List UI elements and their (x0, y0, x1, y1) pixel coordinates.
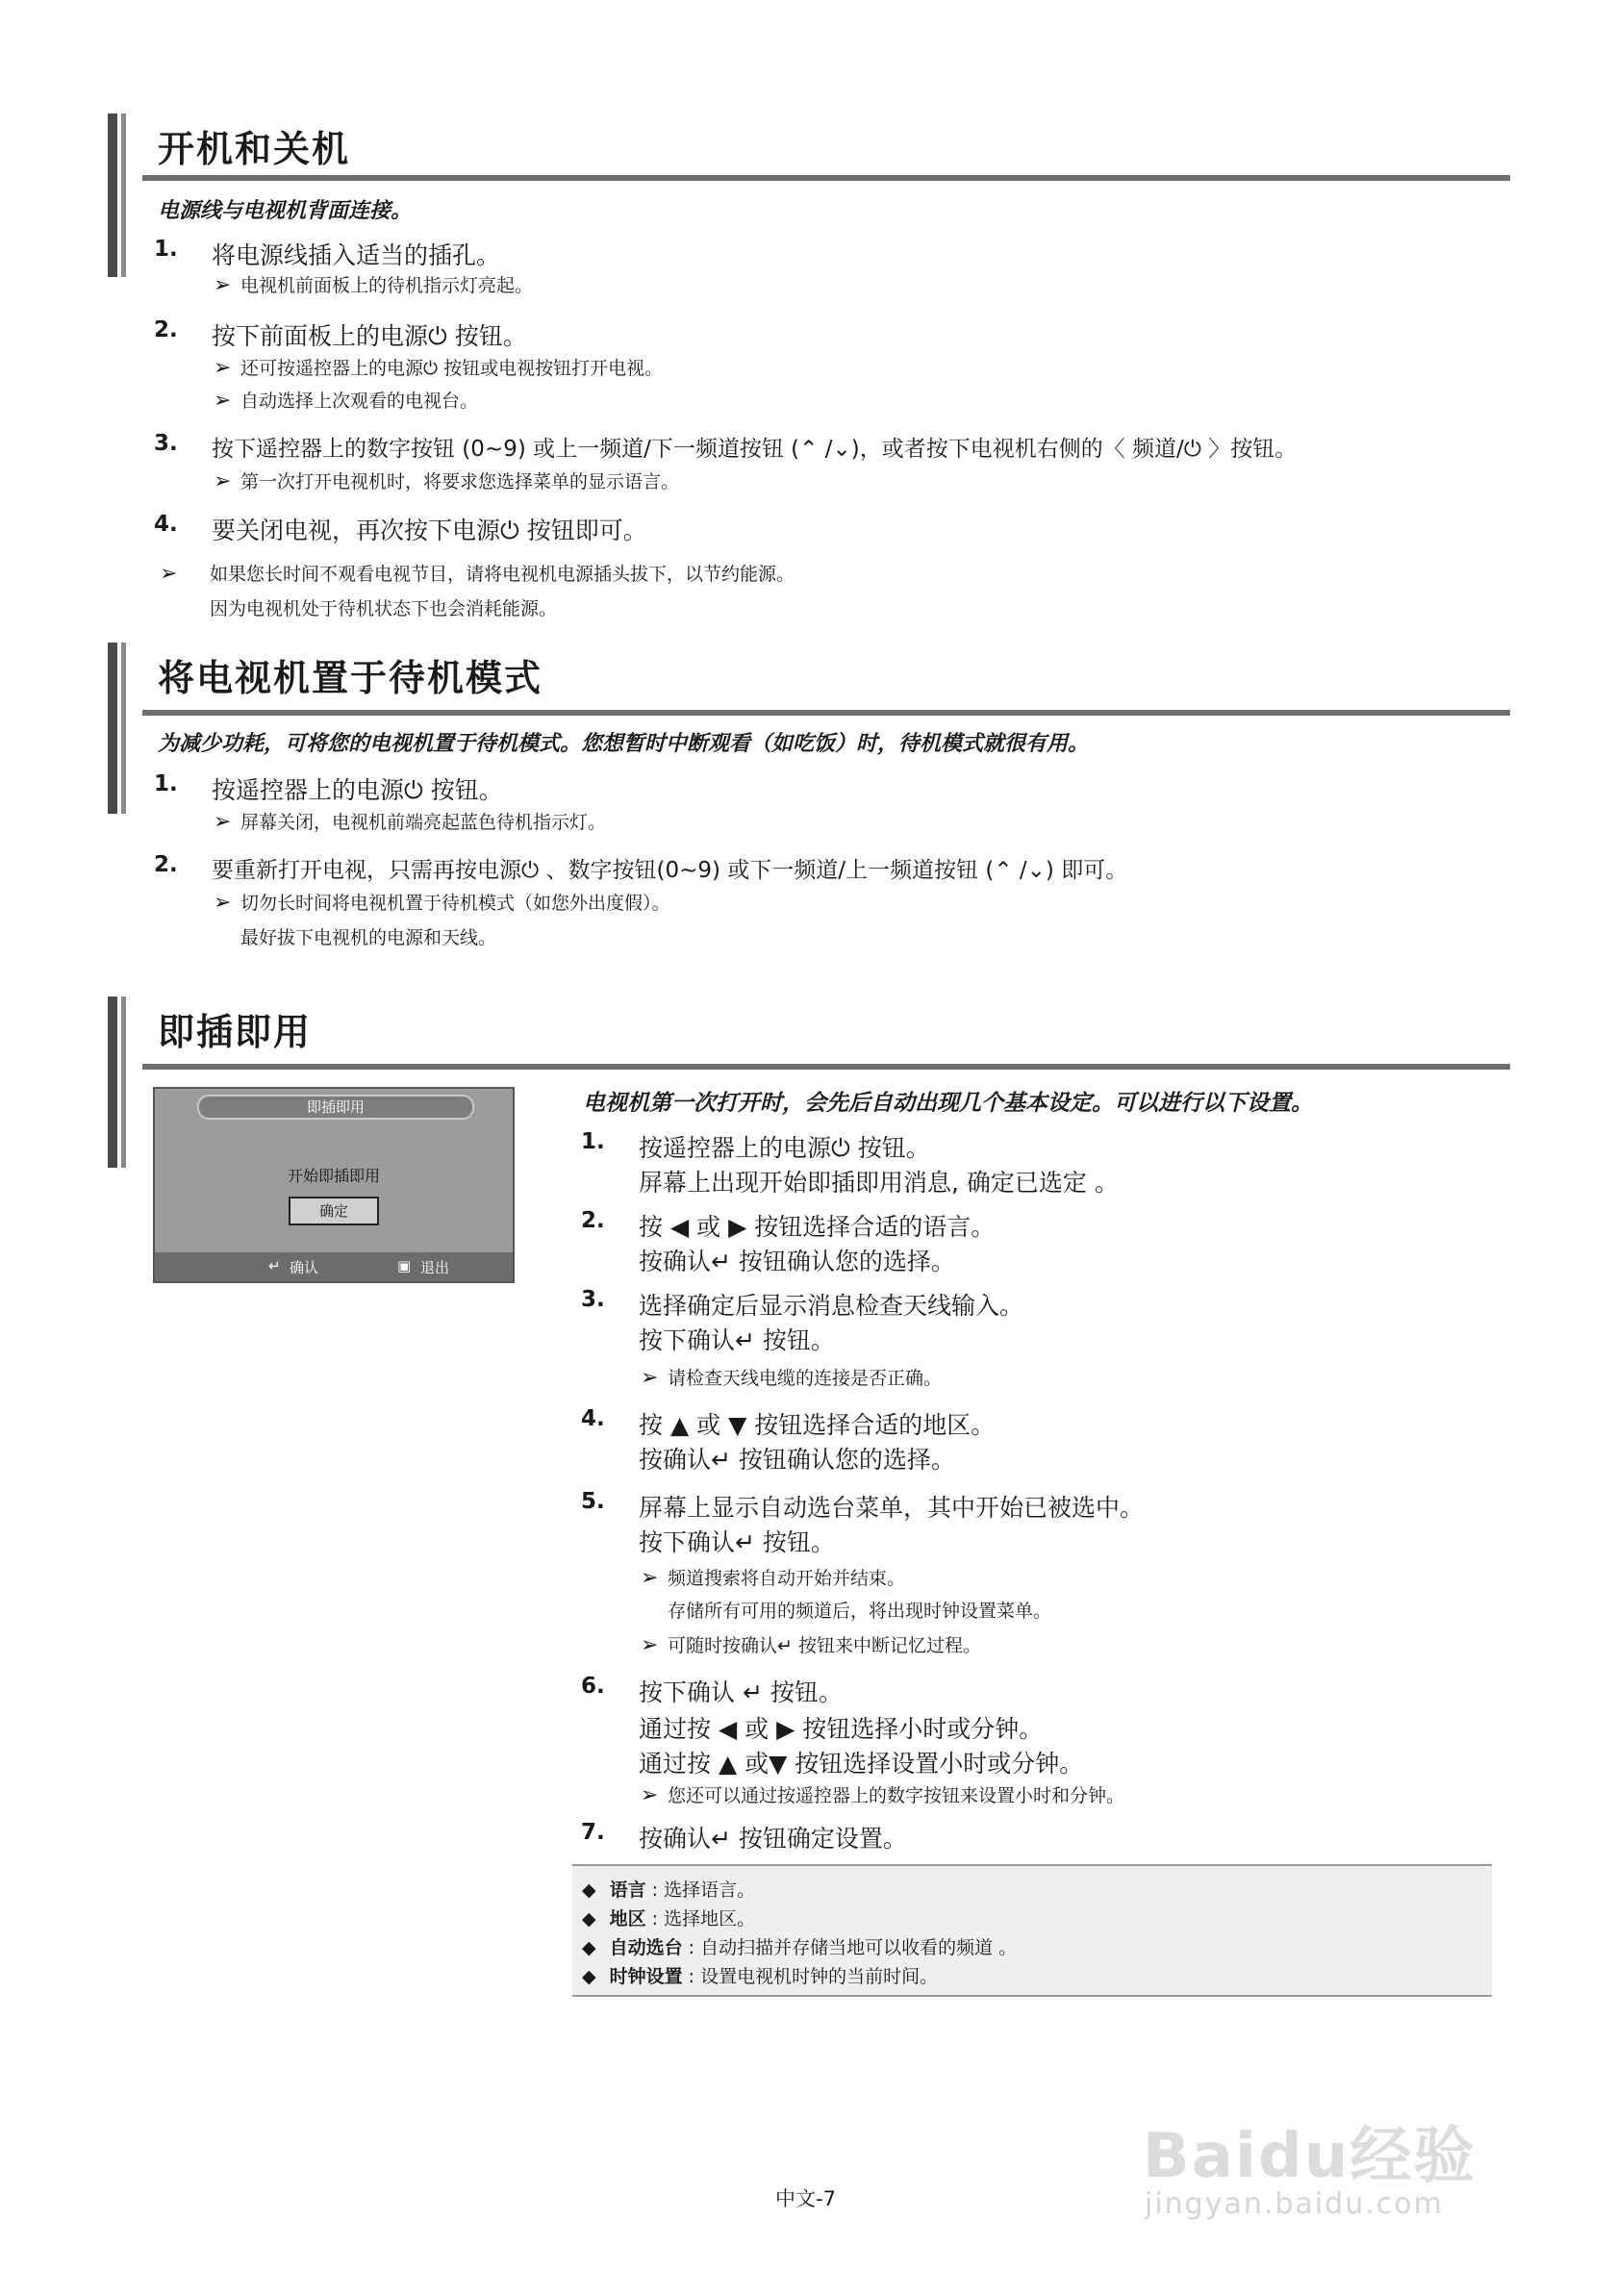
section-rule (142, 175, 1510, 181)
section-title: 开机和关机 (158, 128, 351, 170)
arrow-icon: ➢ (214, 891, 232, 915)
section-title: 即插即用 (158, 1011, 313, 1053)
step-number: 1. (581, 1129, 605, 1154)
section-rule (142, 1064, 1510, 1070)
step-text: 按确认↵ 按钮确认您的选择。 (639, 1248, 955, 1275)
step-text: 通过按 ◀ 或 ▶ 按钮选择小时或分钟。 (639, 1715, 1044, 1743)
step-text: 按 ▲ 或 ▼ 按钮选择合适的地区。 (639, 1411, 996, 1439)
step-text: 按遥控器上的电源⏻ 按钮。 (639, 1134, 930, 1162)
arrow-icon: ➢ (214, 469, 232, 493)
arrow-icon: ➢ (214, 273, 232, 297)
menu-icon: ▣ (397, 1257, 412, 1274)
step-text: 按遥控器上的电源⏻ 按钮。 (212, 776, 503, 804)
step-text: 屏幕上出现开始即插即用消息, 确定已选定 。 (639, 1169, 1119, 1197)
arrow-icon: ➢ (641, 1566, 659, 1590)
page-number: 中文-7 (775, 2187, 836, 2210)
note: ➢ 还可按遥控器上的电源⏻ 按钮或电视按钮打开电视。 (214, 356, 664, 380)
osd-ok-button: 确定 (289, 1197, 379, 1225)
section-bar (108, 114, 117, 277)
step-text: 通过按 ▲ 或▼ 按钮选择设置小时或分钟。 (639, 1750, 1084, 1778)
note: ➢ 可随时按确认↵ 按钮来中断记忆过程。 (641, 1633, 981, 1657)
step-text: 要关闭电视，再次按下电源⏻ 按钮即可。 (212, 517, 647, 544)
step-text: 按确认↵ 按钮确定设置。 (639, 1825, 907, 1853)
tip: 因为电视机处于待机状态下也会消耗能源。 (210, 598, 558, 619)
note: ➢ 电视机前面板上的待机指示灯亮起。 (214, 273, 534, 297)
step-text: 要重新打开电视，只需再按电源⏻ 、数字按钮(0~9) 或下一频道/上一频道按钮 (⌃ /⌄) 即可。 (212, 858, 1128, 883)
osd-footer (155, 1252, 513, 1281)
osd-title: 即插即用 (197, 1095, 474, 1120)
step-number: 7. (581, 1820, 605, 1845)
note: 存储所有可用的频道后，将出现时钟设置菜单。 (668, 1601, 1052, 1622)
osd-message: 开始即插即用 (287, 1167, 380, 1185)
step-number: 5. (581, 1489, 605, 1514)
tip: ➢ 如果您长时间不观看电视节目，请将电视机电源插头拔下，以节约能源。 (160, 562, 795, 586)
list-item: ◆ 时钟设置 : 设置电视机时钟的当前时间。 (582, 1966, 939, 1987)
watermark-logo: Baidu经验 (1143, 2121, 1477, 2192)
osd-screenshot (153, 1087, 515, 1283)
step-text: 按下确认↵ 按钮。 (639, 1528, 835, 1556)
step-number: 1. (154, 771, 178, 796)
arrow-icon: ➢ (160, 562, 178, 586)
step-text: 将电源线插入适当的插孔。 (212, 241, 501, 269)
section-bar (121, 643, 126, 814)
step-number: 3. (581, 1287, 605, 1312)
arrow-icon: ➢ (214, 356, 232, 380)
arrow-icon: ➢ (641, 1366, 659, 1390)
step-number: 6. (581, 1674, 605, 1699)
list-item: ◆ 地区 : 选择地区。 (582, 1908, 756, 1930)
arrow-icon: ➢ (641, 1783, 659, 1807)
bullet-icon: ◆ (582, 1966, 596, 1987)
osd-exit-label: 退出 (420, 1259, 450, 1276)
osd-confirm-label: 确认 (290, 1259, 319, 1276)
note: ➢ 切勿长时间将电视机置于待机模式（如您外出度假）。 (214, 891, 670, 915)
step-number: 2. (581, 1208, 605, 1233)
bullet-icon: ◆ (582, 1908, 596, 1930)
step-text: 按下前面板上的电源⏻ 按钮。 (212, 322, 527, 350)
step-text: 按下确认 ↵ 按钮。 (639, 1678, 843, 1706)
step-text: 按 ◀ 或 ▶ 按钮选择合适的语言。 (639, 1213, 996, 1241)
step-number: 3. (154, 431, 178, 456)
step-text: 按确认↵ 按钮确认您的选择。 (639, 1446, 955, 1474)
step-number: 1. (154, 237, 178, 262)
section-intro: 为减少功耗，可将您的电视机置于待机模式。您想暂时中断观看（如吃饭）时，待机模式就很有用。 (158, 732, 1090, 756)
step-text: 屏幕上显示自动选台菜单，其中开始已被选中。 (639, 1494, 1145, 1522)
note: ➢ 第一次打开电视机时，将要求您选择菜单的显示语言。 (214, 469, 680, 493)
arrow-icon: ➢ (641, 1633, 659, 1657)
note: ➢ 您还可以通过按遥控器上的数字按钮来设置小时和分钟。 (641, 1783, 1125, 1807)
watermark-url: jingyan.baidu.com (1145, 2187, 1444, 2221)
step-number: 2. (154, 317, 178, 342)
arrow-icon: ➢ (214, 389, 232, 413)
note: 最好拔下电视机的电源和天线。 (240, 927, 497, 948)
section-rule (142, 710, 1510, 716)
bullet-icon: ◆ (582, 1880, 596, 1901)
step-number: 4. (154, 512, 178, 537)
section-title: 将电视机置于待机模式 (158, 657, 543, 699)
section-bar (121, 114, 126, 277)
list-item: ◆ 语言 : 选择语言。 (582, 1880, 756, 1901)
section-bar (108, 643, 117, 814)
step-text: 按下确认↵ 按钮。 (639, 1326, 835, 1354)
section-bar (108, 997, 117, 1168)
step-number: 4. (581, 1406, 605, 1431)
section-intro: 电源线与电视机背面连接。 (158, 199, 413, 223)
note: ➢ 屏幕关闭，电视机前端亮起蓝色待机指示灯。 (214, 810, 607, 834)
note: ➢ 频道搜索将自动开始并结束。 (641, 1566, 906, 1590)
section-bar (121, 997, 126, 1168)
list-item: ◆ 自动选台 : 自动扫描并存储当地可以收看的频道 。 (582, 1937, 1018, 1958)
summary-box (572, 1864, 1492, 1997)
arrow-icon: ➢ (214, 810, 232, 834)
step-number: 2. (154, 852, 178, 877)
note: ➢ 自动选择上次观看的电视台。 (214, 389, 479, 413)
section-intro: 电视机第一次打开时，会先后自动出现几个基本设定。可以进行以下设置。 (583, 1091, 1313, 1116)
step-text: 按下遥控器上的数字按钮 (0~9) 或上一频道/下一频道按钮 (⌃ /⌄)，或者按下电视机右侧的〈 频道/⏻ 〉按钮。 (212, 437, 1298, 462)
step-text: 选择确定后显示消息检查天线输入。 (639, 1292, 1024, 1320)
note: ➢ 请检查天线电缆的连接是否正确。 (641, 1366, 943, 1390)
bullet-icon: ◆ (582, 1937, 596, 1958)
enter-icon: ↵ (268, 1257, 281, 1274)
